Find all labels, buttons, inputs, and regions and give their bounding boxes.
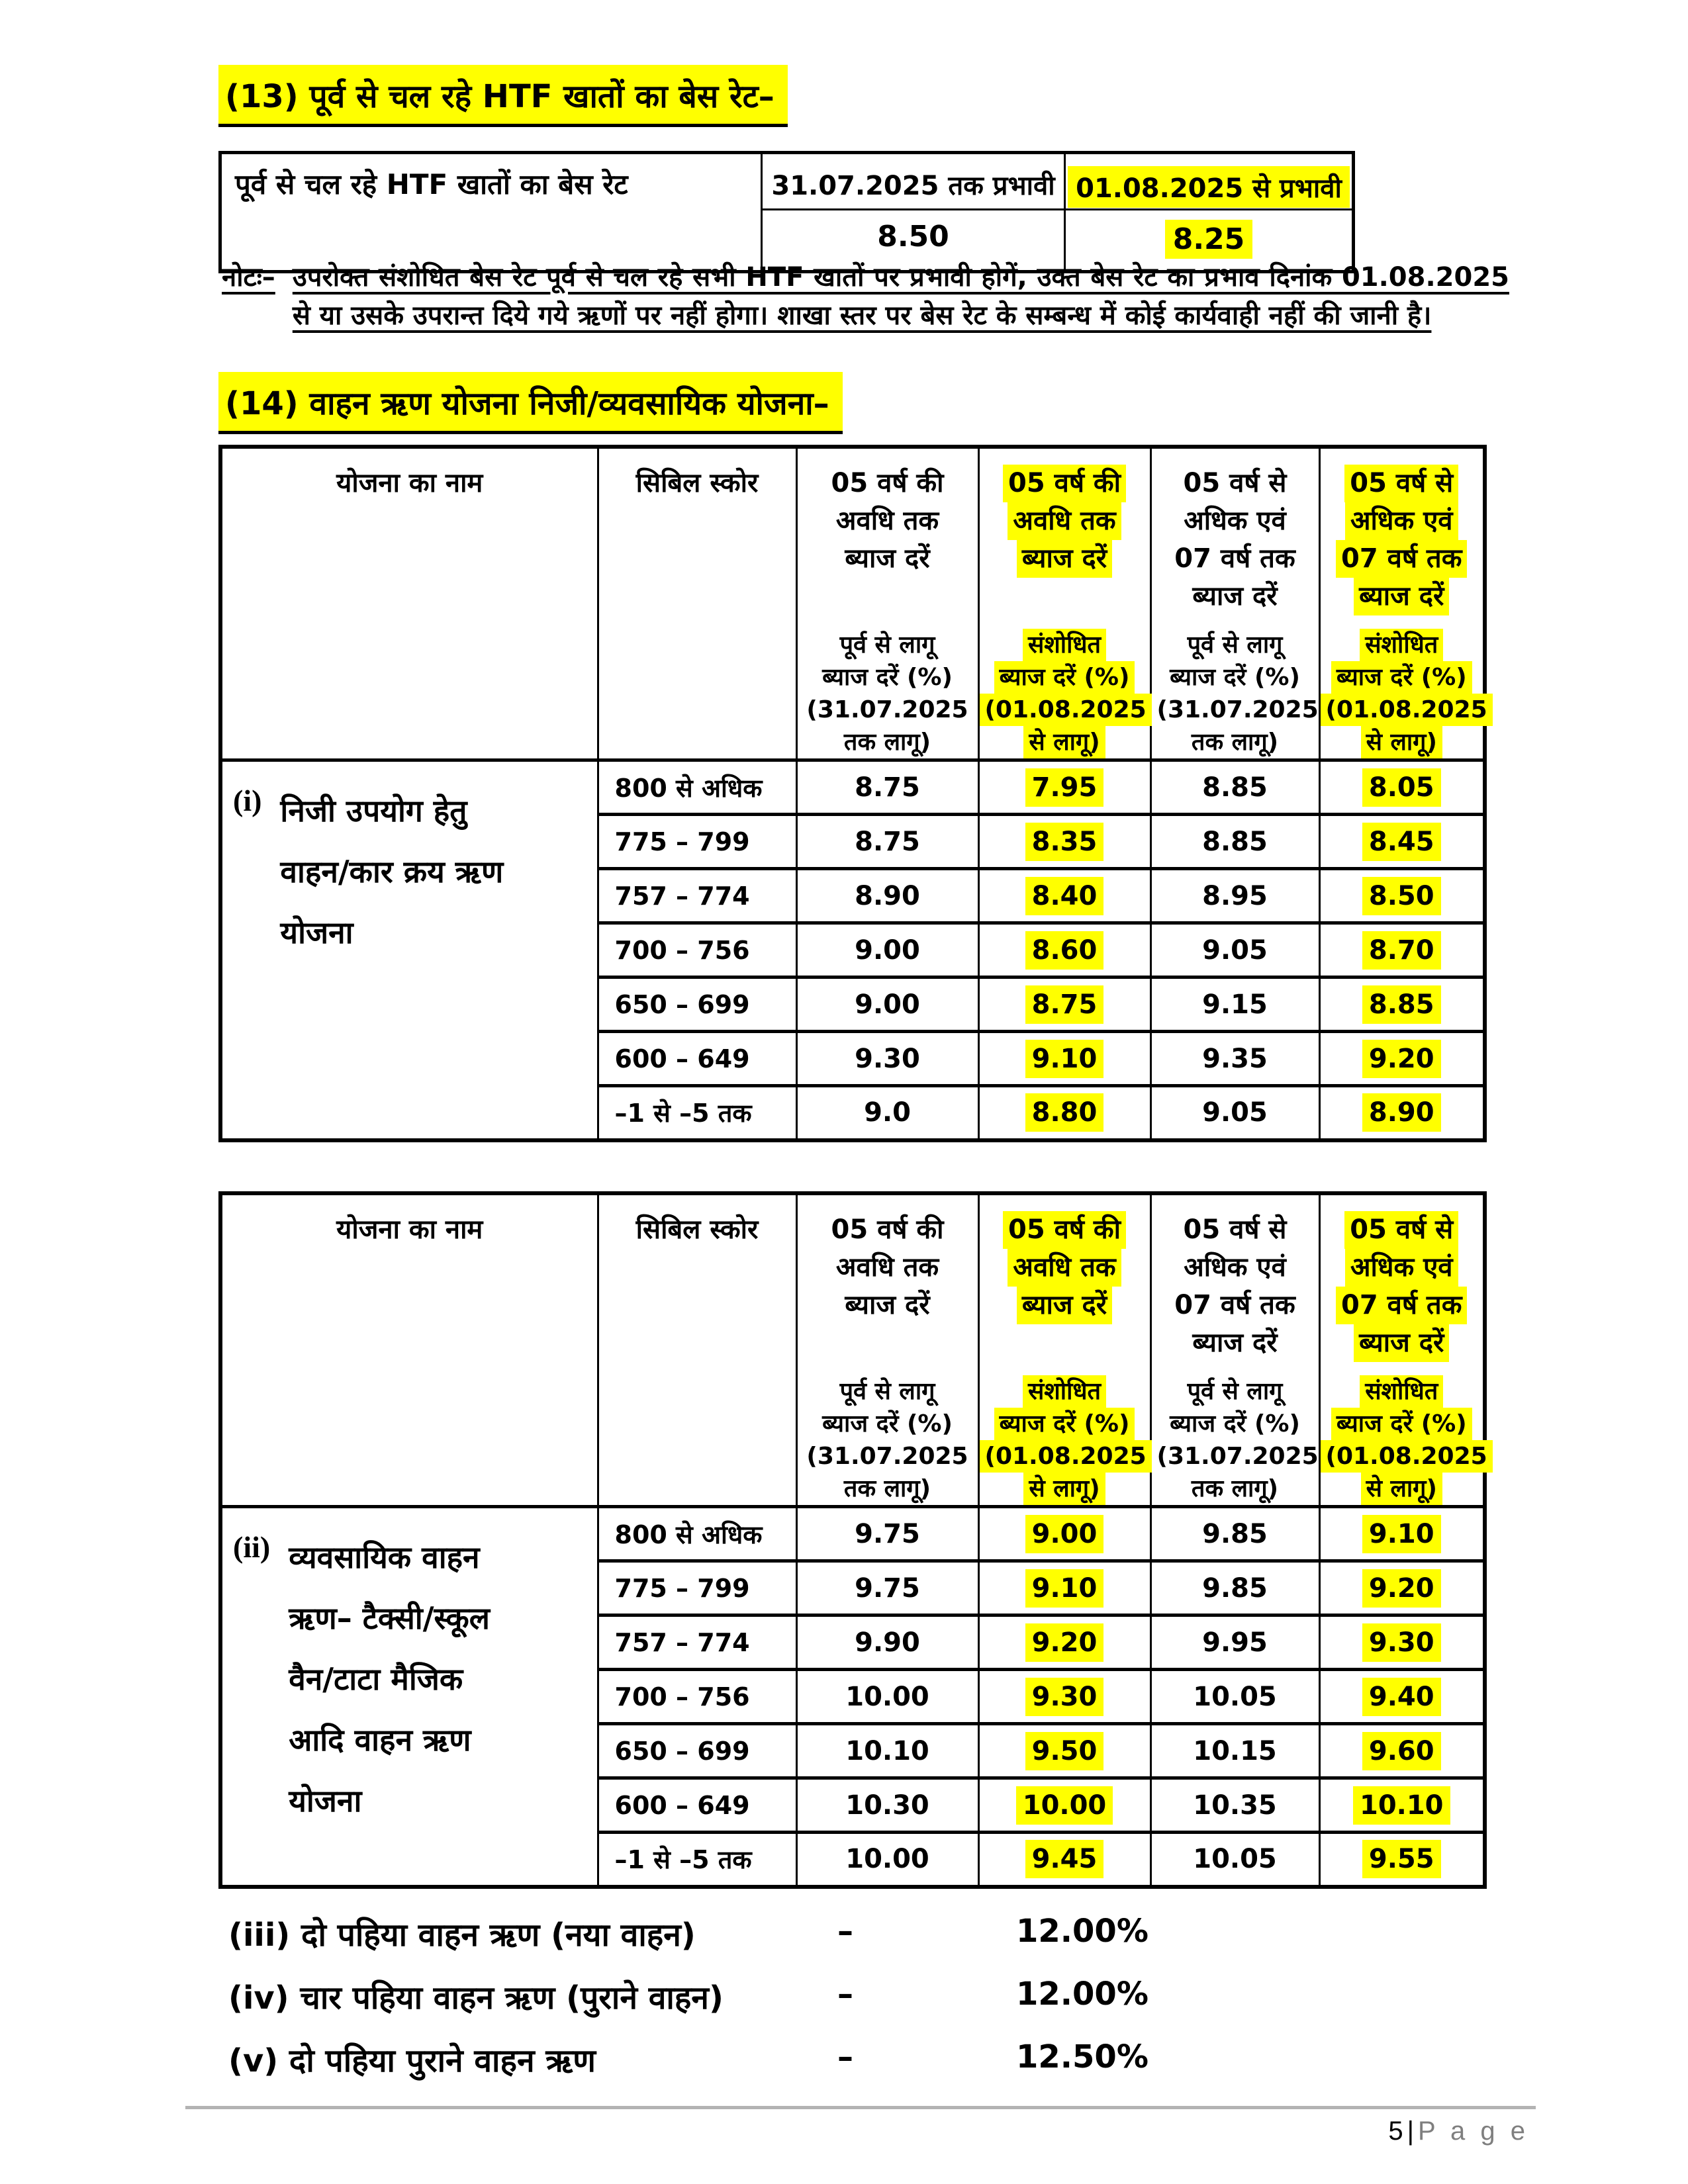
old-rate-5yr-cell: 9.00 bbox=[796, 978, 978, 1032]
header-line: (31.07.2025 bbox=[1156, 696, 1319, 723]
revised-rate-7yr-cell bbox=[1319, 1724, 1485, 1778]
rate-note-label bbox=[1152, 1375, 1319, 1505]
header-line: 05 वर्ष से bbox=[1344, 1211, 1458, 1249]
header-line: से लागू) bbox=[1361, 726, 1442, 758]
old-rate-5yr-cell: 9.30 bbox=[796, 1032, 978, 1086]
period-label bbox=[980, 465, 1150, 629]
revised-rate-5yr-cell bbox=[978, 869, 1150, 923]
item-dash: – bbox=[837, 1913, 853, 1950]
highlighted-rate: 10.10 bbox=[1353, 1786, 1450, 1825]
period-label bbox=[798, 465, 978, 629]
header-line: ब्याज दरें bbox=[845, 543, 930, 574]
revised-rate-5yr-cell bbox=[978, 1778, 1150, 1833]
header-line: ब्याज दरें bbox=[1192, 581, 1278, 612]
cibil-score-cell: –1 से –5 तक bbox=[598, 1086, 796, 1140]
scheme-name-cell bbox=[220, 1507, 598, 1887]
header-line: संशोधित bbox=[1360, 1375, 1443, 1408]
period-label bbox=[1152, 1211, 1319, 1375]
header-line: ब्याज दरें bbox=[1354, 1324, 1449, 1362]
vehicle-loan-table-commercial bbox=[218, 1191, 1487, 1889]
highlighted-rate: 9.10 bbox=[1025, 1569, 1104, 1608]
old-rate-5yr-cell: 9.90 bbox=[796, 1615, 978, 1670]
highlighted-rate: 9.50 bbox=[1025, 1732, 1104, 1770]
cibil-score-cell: 757 – 774 bbox=[598, 869, 796, 923]
highlighted-rate: 9.20 bbox=[1362, 1040, 1441, 1078]
header-line: 05 वर्ष की bbox=[831, 468, 944, 498]
header-line: संशोधित bbox=[1023, 1375, 1106, 1408]
header-line: अधिक एवं bbox=[1184, 506, 1286, 536]
header-line: 05 वर्ष की bbox=[1003, 465, 1126, 502]
header-line: (01.08.2025 bbox=[980, 1440, 1152, 1473]
cibil-score-header-cell bbox=[598, 1193, 796, 1507]
header-line: पूर्व से लागू bbox=[839, 631, 935, 659]
old-rate-5yr-cell: 10.00 bbox=[796, 1670, 978, 1724]
section14-heading-text: (14) वाहन ऋण योजना निजी/व्यवसायिक योजना– bbox=[218, 372, 843, 434]
revised-rate-5yr-cell bbox=[978, 1724, 1150, 1778]
old-rate-7yr-cell: 10.05 bbox=[1150, 1833, 1319, 1887]
highlighted-rate: 9.60 bbox=[1362, 1732, 1441, 1770]
highlighted-value: 8.25 bbox=[1165, 220, 1253, 259]
rate-note-label bbox=[1152, 629, 1319, 758]
header-line: तक लागू) bbox=[1191, 729, 1279, 756]
revised-rate-7yr-cell bbox=[1319, 869, 1485, 923]
revised-rate-7yr-cell bbox=[1319, 1833, 1485, 1887]
old-rate-7yr-cell: 10.35 bbox=[1150, 1778, 1319, 1833]
revised-rate-7yr-cell bbox=[1319, 1507, 1485, 1561]
cibil-score-cell: 700 – 756 bbox=[598, 923, 796, 978]
highlighted-rate: 9.20 bbox=[1025, 1623, 1104, 1662]
header-line: पूर्व से लागू bbox=[1187, 1378, 1283, 1405]
scheme-name-header: योजना का नाम bbox=[336, 1214, 483, 1245]
header-line: से लागू) bbox=[1023, 1473, 1105, 1505]
header-line: (01.08.2025 bbox=[980, 694, 1152, 726]
scheme-index: (ii) bbox=[233, 1530, 271, 1564]
header-line: 05 वर्ष से bbox=[1183, 1214, 1287, 1245]
old-rate-7yr-cell: 10.15 bbox=[1150, 1724, 1319, 1778]
data-row bbox=[220, 1507, 1485, 1561]
header-line: अवधि तक bbox=[1008, 502, 1121, 540]
highlighted-rate: 8.40 bbox=[1025, 877, 1104, 915]
cibil-score-cell: 800 से अधिक bbox=[598, 760, 796, 815]
upto5yr-new-header-cell bbox=[978, 447, 1150, 760]
header-row bbox=[220, 1193, 1485, 1507]
rate-note-label bbox=[980, 629, 1150, 758]
old-rate-7yr-cell: 10.05 bbox=[1150, 1670, 1319, 1724]
header-line: अवधि तक bbox=[1008, 1249, 1121, 1287]
rate-note-label bbox=[980, 1375, 1150, 1505]
revised-rate-5yr-cell bbox=[978, 1032, 1150, 1086]
header-line: पूर्व से लागू bbox=[839, 1378, 935, 1405]
old-rate-5yr-cell: 8.75 bbox=[796, 815, 978, 869]
highlighted-rate: 8.80 bbox=[1025, 1093, 1104, 1132]
section13-heading-text: (13) पूर्व से चल रहे HTF खातों का बेस रेट– bbox=[218, 65, 788, 127]
revised-rate-7yr-cell bbox=[1319, 1086, 1485, 1140]
highlighted-rate: 9.30 bbox=[1362, 1623, 1441, 1662]
revised-rate-5yr-cell bbox=[978, 1615, 1150, 1670]
revised-rate-7yr-cell bbox=[1319, 760, 1485, 815]
old-rate-7yr-cell: 8.85 bbox=[1150, 760, 1319, 815]
old-rate-7yr-cell: 8.95 bbox=[1150, 869, 1319, 923]
cibil-score-cell: 700 – 756 bbox=[598, 1670, 796, 1724]
rate-note-label bbox=[798, 629, 978, 758]
header-line: (31.07.2025 bbox=[1156, 1443, 1319, 1470]
period-label bbox=[798, 1211, 978, 1375]
highlighted-rate: 9.40 bbox=[1362, 1678, 1441, 1716]
rate-note-label bbox=[1321, 1375, 1487, 1505]
revised-rate-7yr-cell bbox=[1319, 1032, 1485, 1086]
rate-note-label bbox=[798, 1375, 978, 1505]
old-rate-5yr-cell: 9.0 bbox=[796, 1086, 978, 1140]
revised-rate-5yr-cell bbox=[978, 1670, 1150, 1724]
highlighted-rate: 9.55 bbox=[1362, 1840, 1441, 1878]
header-line: ब्याज दरें (%) bbox=[822, 1410, 953, 1437]
revised-rate-7yr-cell bbox=[1319, 1778, 1485, 1833]
header-line: ब्याज दरें (%) bbox=[1331, 661, 1472, 694]
item-label: (iv) चार पहिया वाहन ऋण (पुराने वाहन) bbox=[228, 1979, 724, 2017]
header-line: ब्याज दरें (%) bbox=[994, 661, 1135, 694]
old-rate-5yr-cell: 9.00 bbox=[796, 923, 978, 978]
cibil-score-cell: 775 – 799 bbox=[598, 815, 796, 869]
highlighted-rate: 8.50 bbox=[1362, 877, 1441, 915]
header-line: ब्याज दरें (%) bbox=[1170, 664, 1300, 691]
highlighted-rate: 8.70 bbox=[1362, 931, 1441, 970]
item-label: (v) दो पहिया पुराने वाहन ऋण bbox=[228, 2042, 596, 2079]
revised-rate-5yr-cell bbox=[978, 923, 1150, 978]
effective-until-header-cell: 31.07.2025 तक प्रभावी bbox=[762, 153, 1065, 210]
old-rate-7yr-cell: 9.85 bbox=[1150, 1561, 1319, 1615]
vehicle-loan-table-private bbox=[218, 445, 1487, 1142]
header-line: अधिक एवं bbox=[1345, 502, 1458, 540]
header-line: तक लागू) bbox=[1191, 1475, 1279, 1502]
header-line: 05 वर्ष की bbox=[1003, 1211, 1126, 1249]
item-dash: – bbox=[837, 1976, 853, 2013]
period-label bbox=[1152, 465, 1319, 629]
revised-rate-7yr-cell bbox=[1319, 1561, 1485, 1615]
page-number: 5 bbox=[1388, 2116, 1403, 2146]
header-line: (01.08.2025 bbox=[1321, 1440, 1493, 1473]
revised-rate-7yr-cell bbox=[1319, 1670, 1485, 1724]
old-rate-7yr-cell: 9.95 bbox=[1150, 1615, 1319, 1670]
note-block bbox=[222, 258, 1509, 335]
revised-rate-5yr-cell bbox=[978, 1086, 1150, 1140]
data-row bbox=[220, 760, 1485, 815]
item-rate-value: 12.50% bbox=[1016, 2038, 1149, 2075]
upto5yr-old-header-cell bbox=[796, 447, 978, 760]
scheme-name: निजी उपयोग हेतु वाहन/कार क्रय ऋण योजना bbox=[280, 793, 504, 950]
revised-rate-7yr-cell bbox=[1319, 978, 1485, 1032]
header-line: पूर्व से लागू bbox=[1187, 631, 1283, 659]
header-line: ब्याज दरें (%) bbox=[1331, 1408, 1472, 1440]
old-rate-7yr-cell: 9.05 bbox=[1150, 1086, 1319, 1140]
scheme-name-header-cell bbox=[220, 1193, 598, 1507]
highlighted-rate: 10.00 bbox=[1016, 1786, 1113, 1825]
header-line: 05 वर्ष से bbox=[1183, 468, 1287, 498]
header-line: ब्याज दरें bbox=[1192, 1328, 1278, 1358]
cibil-score-header: सिबिल स्कोर bbox=[635, 468, 759, 498]
revised-rate-7yr-cell bbox=[1319, 923, 1485, 978]
section13-heading bbox=[218, 65, 788, 127]
header-line: अवधि तक bbox=[835, 506, 939, 536]
rate-note-label bbox=[1321, 629, 1487, 758]
old-rate-7yr-cell: 9.35 bbox=[1150, 1032, 1319, 1086]
cibil-score-cell: 600 – 649 bbox=[598, 1778, 796, 1833]
revised-rate-5yr-cell bbox=[978, 1561, 1150, 1615]
cibil-score-cell: 650 – 699 bbox=[598, 1724, 796, 1778]
header-line: ब्याज दरें bbox=[1017, 540, 1112, 578]
revised-rate-5yr-cell bbox=[978, 1833, 1150, 1887]
highlighted-rate: 9.45 bbox=[1025, 1840, 1104, 1878]
two-wheeler-old-item bbox=[228, 2038, 1149, 2081]
base-rate-label-cell: पूर्व से चल रहे HTF खातों का बेस रेट bbox=[220, 153, 762, 272]
old-rate-5yr-cell: 8.90 bbox=[796, 869, 978, 923]
header-row bbox=[220, 447, 1485, 760]
header-line: ब्याज दरें bbox=[1354, 578, 1449, 615]
old-rate-7yr-cell: 8.85 bbox=[1150, 815, 1319, 869]
old-rate-7yr-cell: 9.15 bbox=[1150, 978, 1319, 1032]
highlighted-rate: 7.95 bbox=[1025, 768, 1104, 807]
cibil-score-cell: –1 से –5 तक bbox=[598, 1833, 796, 1887]
item-rate-value: 12.00% bbox=[1016, 1976, 1149, 2013]
page-footer bbox=[1388, 2116, 1529, 2146]
cibil-score-cell: 800 से अधिक bbox=[598, 1507, 796, 1561]
htf-base-rate-table bbox=[218, 151, 1355, 273]
header-line: 07 वर्ष तक bbox=[1336, 1287, 1467, 1324]
header-line: अधिक एवं bbox=[1345, 1249, 1458, 1287]
footer-separator: | bbox=[1407, 2116, 1414, 2146]
highlighted-rate: 9.00 bbox=[1025, 1515, 1104, 1553]
old-base-rate-cell: 8.50 bbox=[762, 210, 1065, 272]
header-line: ब्याज दरें bbox=[845, 1290, 930, 1320]
revised-rate-5yr-cell bbox=[978, 815, 1150, 869]
old-rate-5yr-cell: 8.75 bbox=[796, 760, 978, 815]
highlighted-rate: 9.20 bbox=[1362, 1569, 1441, 1608]
item-rate-value: 12.00% bbox=[1016, 1913, 1149, 1950]
highlighted-rate: 8.90 bbox=[1362, 1093, 1441, 1132]
item-label: (iii) दो पहिया वाहन ऋण (नया वाहन) bbox=[228, 1917, 696, 1954]
old-rate-7yr-cell: 9.85 bbox=[1150, 1507, 1319, 1561]
header-line: तक लागू) bbox=[843, 729, 931, 756]
four-wheeler-old-item bbox=[228, 1976, 1149, 2019]
cibil-score-cell: 757 – 774 bbox=[598, 1615, 796, 1670]
header-line: से लागू) bbox=[1361, 1473, 1442, 1505]
header-line: ब्याज दरें (%) bbox=[994, 1408, 1135, 1440]
revised-rate-7yr-cell bbox=[1319, 1615, 1485, 1670]
highlighted-rate: 8.60 bbox=[1025, 931, 1104, 970]
cibil-score-cell: 600 – 649 bbox=[598, 1032, 796, 1086]
header-line: (31.07.2025 bbox=[806, 696, 968, 723]
highlighted-rate: 8.45 bbox=[1362, 823, 1441, 861]
highlighted-rate: 9.30 bbox=[1025, 1678, 1104, 1716]
period-label bbox=[1321, 465, 1483, 629]
highlighted-header: 01.08.2025 से प्रभावी bbox=[1068, 166, 1350, 208]
header-line: ब्याज दरें (%) bbox=[822, 664, 953, 691]
header-line: ब्याज दरें bbox=[1017, 1287, 1112, 1324]
header-line: ब्याज दरें (%) bbox=[1170, 1410, 1300, 1437]
over5yr-old-header-cell bbox=[1150, 447, 1319, 760]
upto5yr-old-header-cell bbox=[796, 1193, 978, 1507]
note-text: उपरोक्त संशोधित बेस रेट पूर्व से चल रहे सभी HTF खातों पर प्रभावी होगें, उक्त बेस रेट का प्रभाव दिनांक 01.08.2025 से या उसके उपरान्त दिये गये ऋणों पर नहीं होगा। शाखा स्तर पर बेस रेट के सम्बन्ध में कोई कार्यवाही नहीं की जानी है। bbox=[292, 262, 1509, 331]
effective-from-header-cell bbox=[1065, 153, 1354, 210]
period-label bbox=[1321, 1211, 1483, 1375]
two-wheeler-new-item bbox=[228, 1913, 1149, 1956]
section14-heading bbox=[218, 372, 843, 434]
upto5yr-new-header-cell bbox=[978, 1193, 1150, 1507]
footer-divider bbox=[185, 2106, 1536, 2109]
header-line: संशोधित bbox=[1023, 629, 1106, 661]
old-rate-5yr-cell: 10.30 bbox=[796, 1778, 978, 1833]
revised-rate-7yr-cell bbox=[1319, 815, 1485, 869]
header-line: 05 वर्ष की bbox=[831, 1214, 944, 1245]
cibil-score-header: सिबिल स्कोर bbox=[635, 1214, 759, 1245]
old-rate-5yr-cell: 9.75 bbox=[796, 1561, 978, 1615]
revised-rate-5yr-cell bbox=[978, 1507, 1150, 1561]
highlighted-rate: 8.75 bbox=[1025, 985, 1104, 1024]
revised-rate-5yr-cell bbox=[978, 760, 1150, 815]
old-rate-5yr-cell: 10.00 bbox=[796, 1833, 978, 1887]
old-rate-5yr-cell: 9.75 bbox=[796, 1507, 978, 1561]
header-line: 07 वर्ष तक bbox=[1336, 540, 1467, 578]
highlighted-rate: 8.85 bbox=[1362, 985, 1441, 1024]
header-line: अवधि तक bbox=[835, 1252, 939, 1283]
period-label bbox=[980, 1211, 1150, 1375]
cibil-score-cell: 775 – 799 bbox=[598, 1561, 796, 1615]
scheme-index: (i) bbox=[233, 784, 262, 817]
highlighted-rate: 8.05 bbox=[1362, 768, 1441, 807]
note-label: नोटः– bbox=[222, 262, 275, 293]
highlighted-rate: 8.35 bbox=[1025, 823, 1104, 861]
header-line: 07 वर्ष तक bbox=[1174, 1290, 1295, 1320]
scheme-name: व्यवसायिक वाहन ऋण– टैक्सी/स्कूल वैन/टाटा मैजिक आदि वाहन ऋण योजना bbox=[289, 1539, 490, 1819]
scheme-name-header-cell bbox=[220, 447, 598, 760]
header-line: 05 वर्ष से bbox=[1344, 465, 1458, 502]
highlighted-rate: 9.10 bbox=[1362, 1515, 1441, 1553]
old-rate-5yr-cell: 10.10 bbox=[796, 1724, 978, 1778]
header-line: (31.07.2025 bbox=[806, 1443, 968, 1470]
cibil-score-header-cell bbox=[598, 447, 796, 760]
over5yr-new-header-cell bbox=[1319, 1193, 1485, 1507]
revised-rate-5yr-cell bbox=[978, 978, 1150, 1032]
header-line: से लागू) bbox=[1023, 726, 1105, 758]
scheme-name-header: योजना का नाम bbox=[336, 468, 483, 498]
over5yr-old-header-cell bbox=[1150, 1193, 1319, 1507]
header-line: (01.08.2025 bbox=[1321, 694, 1493, 726]
item-dash: – bbox=[837, 2038, 853, 2075]
header-line: तक लागू) bbox=[843, 1475, 931, 1502]
cibil-score-cell: 650 – 699 bbox=[598, 978, 796, 1032]
over5yr-new-header-cell bbox=[1319, 447, 1485, 760]
header-line: अधिक एवं bbox=[1184, 1252, 1286, 1283]
header-line: 07 वर्ष तक bbox=[1174, 543, 1295, 574]
highlighted-rate: 9.10 bbox=[1025, 1040, 1104, 1078]
footer-page-word: P a g e bbox=[1417, 2116, 1529, 2146]
scheme-name-cell bbox=[220, 760, 598, 1140]
header-line: संशोधित bbox=[1360, 629, 1443, 661]
table-row bbox=[220, 153, 1354, 210]
old-rate-7yr-cell: 9.05 bbox=[1150, 923, 1319, 978]
